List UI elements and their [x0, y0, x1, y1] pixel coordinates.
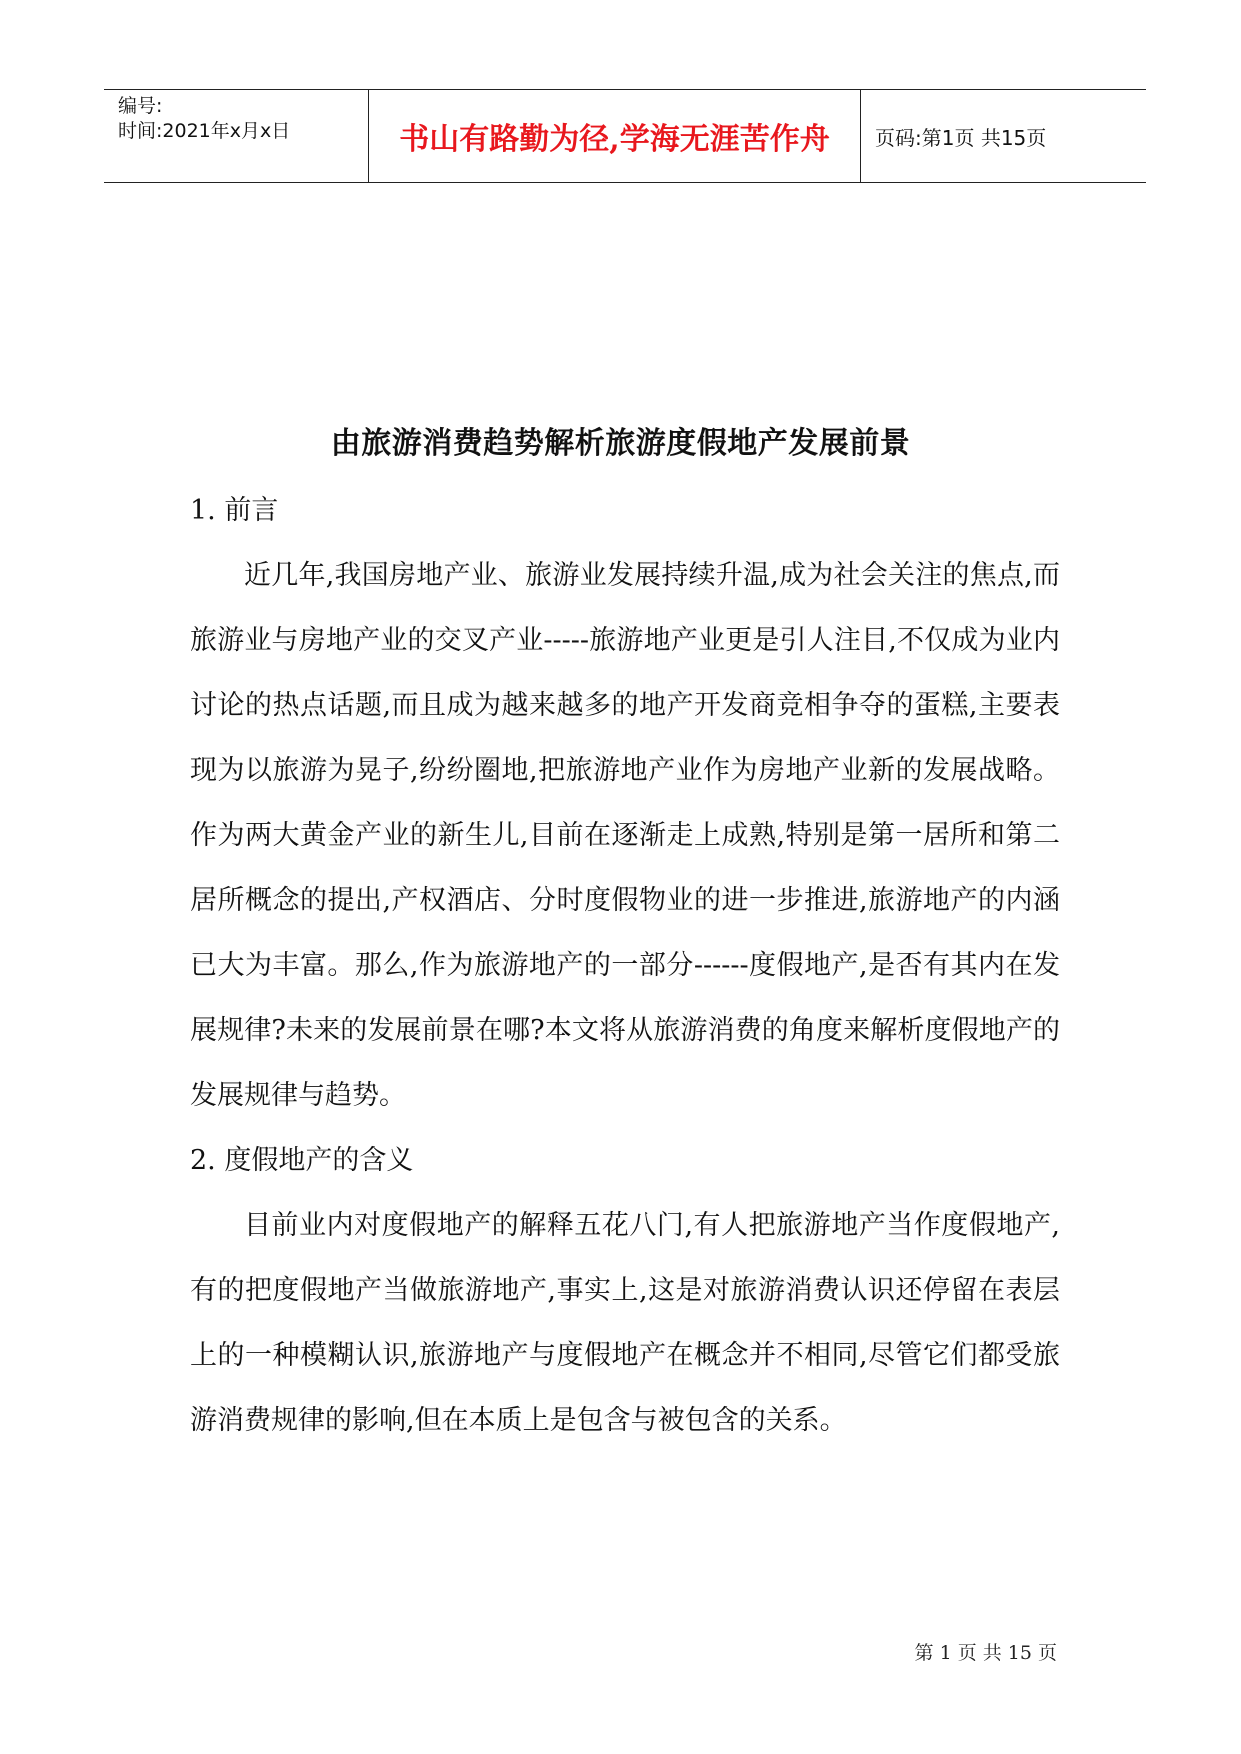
header-motto: 书山有路勤为径,学海无涯苦作舟	[369, 90, 861, 182]
header-meta-cell	[104, 90, 369, 182]
page-header	[104, 89, 1146, 183]
document-title: 由旅游消费趋势解析旅游度假地产发展前景	[330, 426, 911, 461]
section-heading: 1. 前言	[190, 495, 279, 526]
document-number-label: 编号:	[118, 95, 163, 117]
document-body	[190, 478, 1060, 1453]
page-footer: 第 1 页 共 15 页	[914, 1642, 1057, 1664]
section-paragraph: 目前业内对度假地产的解释五花八门,有人把旅游地产当作度假地产,有的把度假地产当做旅游地产,事实上,这是对旅游消费认识还停留在表层上的一种模糊认识,旅游地产与度假地产在概念并不相同,尽管它们都受旅游消费规律的影响,但在本质上是包含与被包含的关系。	[190, 1210, 1060, 1436]
section-paragraph: 近几年,我国房地产业、旅游业发展持续升温,成为社会关注的焦点,而旅游业与房地产业的交叉产业-----旅游地产业更是引人注目,不仅成为业内讨论的热点话题,而且成为越来越多的地产开发商竞相争夺的蛋糕,主要表现为以旅游为晃子,纷纷圈地,把旅游地产业作为房地产业新的发展战略。作为两大黄金产业的新生儿,目前在逐渐走上成熟,特别是第一居所和第二居所概念的提出,产权酒店、分时度假物业的进一步推进,旅游地产的内涵已大为丰富。那么,作为旅游地产的一部分------度假地产,是否有其内在发展规律?未来的发展前景在哪?本文将从旅游消费的角度来解析度假地产的发展规律与趋势。	[190, 560, 1060, 1111]
header-page-info: 页码:第1页 共15页	[875, 125, 1047, 150]
document-time-label: 时间:2021年x月x日	[118, 120, 291, 142]
section-heading: 2. 度假地产的含义	[190, 1145, 414, 1176]
